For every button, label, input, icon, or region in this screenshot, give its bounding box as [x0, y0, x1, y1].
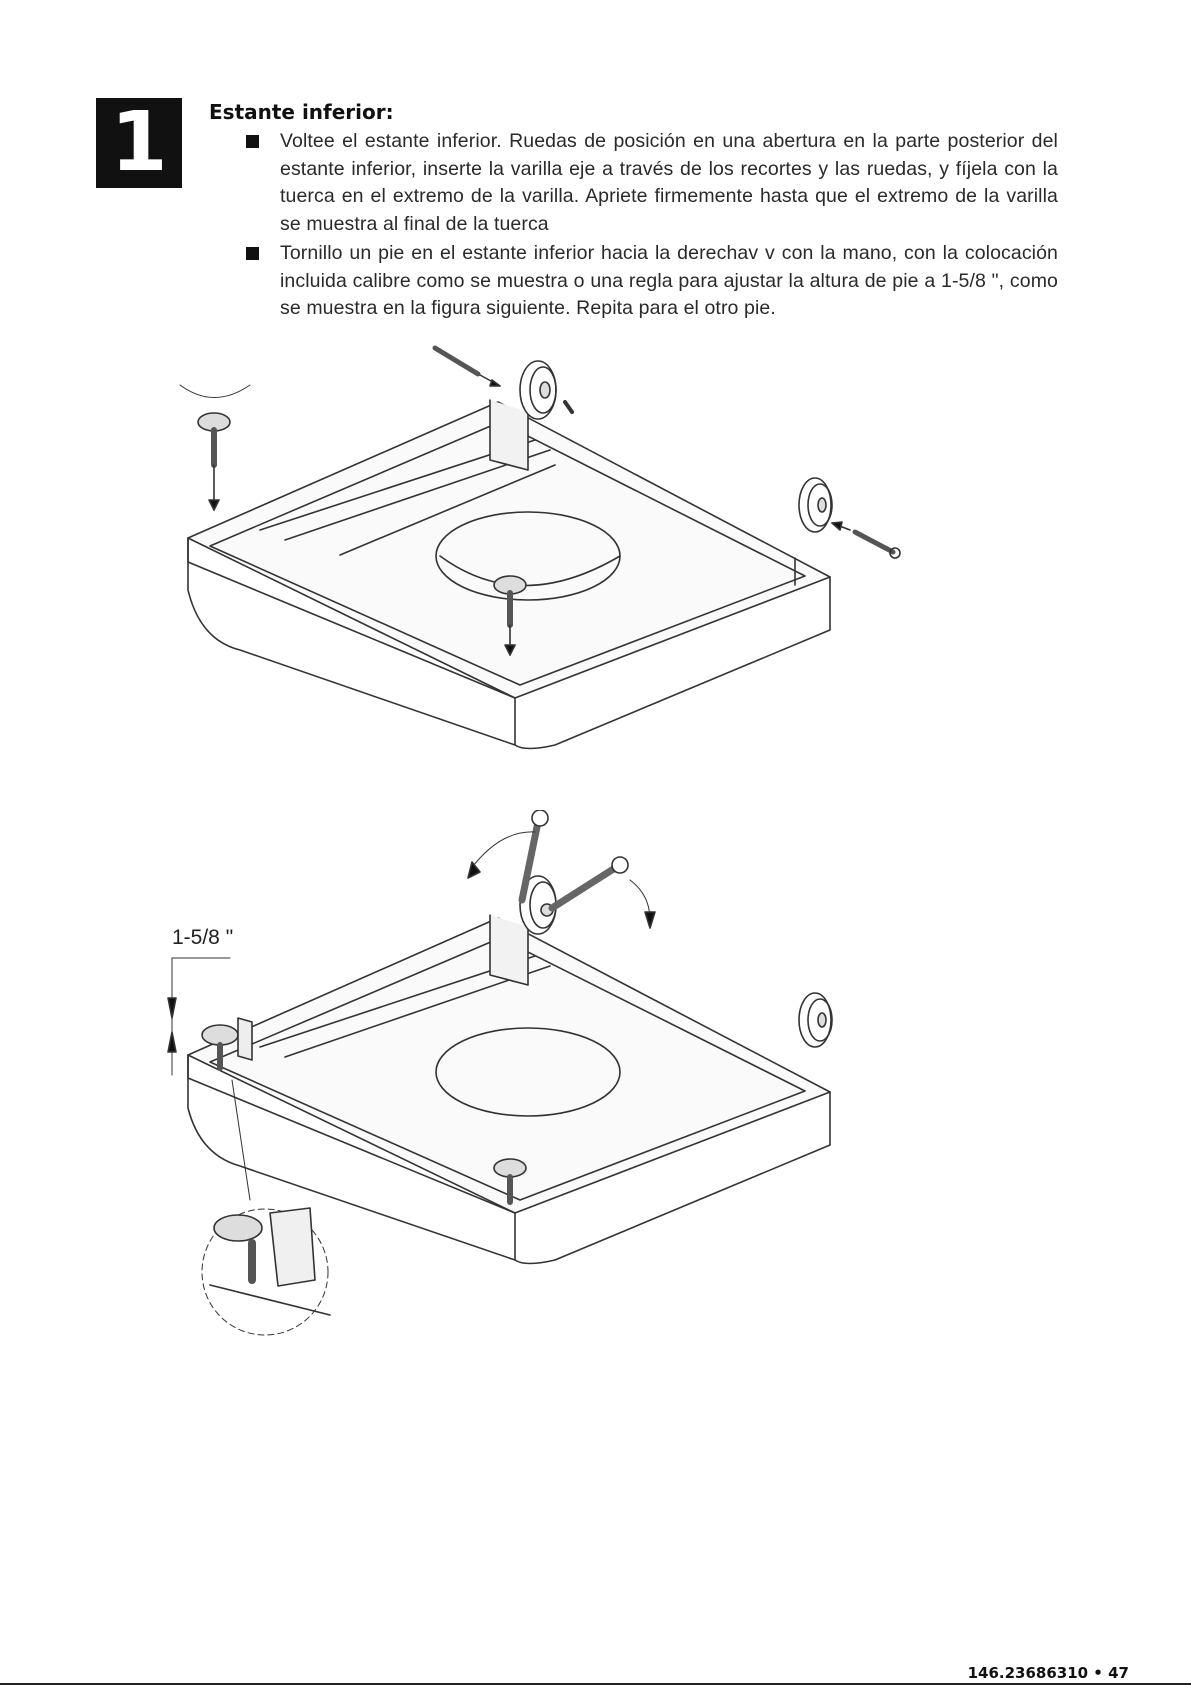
page-reference: 146.23686310 • 47 — [967, 1664, 1129, 1682]
step-number-badge: 1 — [96, 98, 182, 188]
instruction-item — [246, 128, 1058, 238]
instruction-text: Tornillo un pie en el estante inferior hacia la derechav v con la mano, con la colocación incluida calibre como se muestra o una regla para ajustar la altura de pie a 1-5/8 ", como se muestra en la figura siguiente. Repita para el otro pie. — [280, 242, 1058, 319]
axle-rod-icon — [832, 522, 900, 558]
dimension-label: 1-5/8 " — [172, 926, 234, 949]
assembly-figure-casters — [0, 340, 1191, 780]
caster-wheel-icon — [799, 478, 832, 532]
detail-callout-icon — [202, 1080, 330, 1335]
instruction-list — [246, 128, 1058, 325]
assembly-figure-foot-height — [0, 810, 1191, 1370]
lower-shelf-illustration — [188, 400, 830, 749]
section-title: Estante inferior: — [209, 100, 394, 124]
caster-wheel-icon — [520, 361, 556, 419]
leveling-foot-icon — [180, 385, 250, 510]
instruction-text: Voltee el estante inferior. Ruedas de posición en una abertura en la parte posterior del estante inferior, inserte la varilla eje a través de los recortes y las ruedas, y fíjela con la tuerca en el extremo de la varilla. Apriete firmemente hasta que el extremo de la varilla se muestra al final de la tuerca — [280, 130, 1058, 235]
wrench-icon — [552, 857, 655, 928]
square-bullet-icon — [246, 135, 259, 148]
square-bullet-icon — [246, 247, 259, 260]
instruction-item — [246, 240, 1058, 323]
caster-wheel-icon — [799, 993, 832, 1047]
